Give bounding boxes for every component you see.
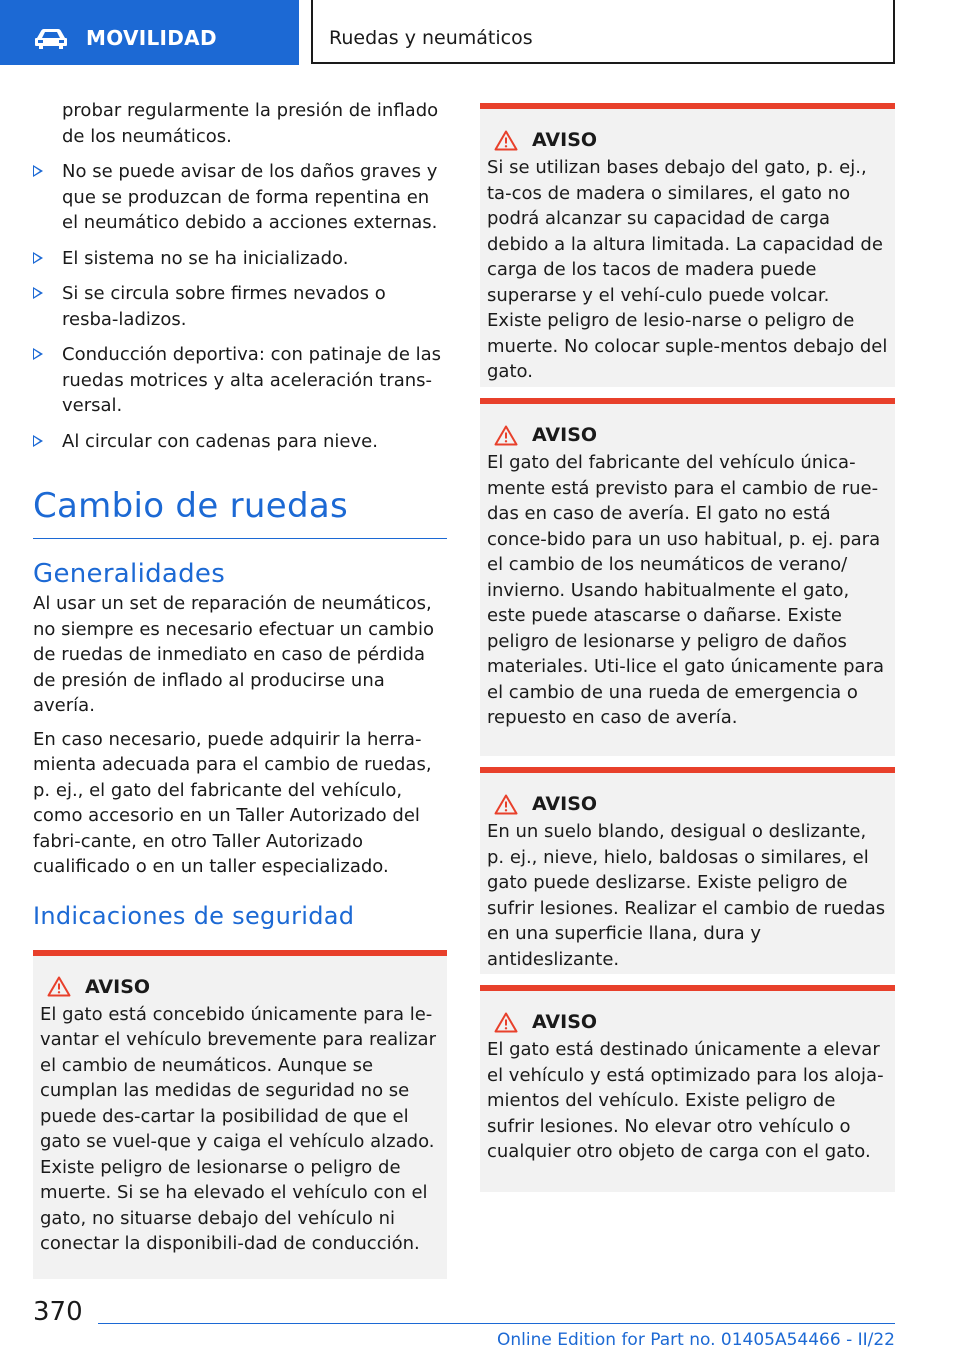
page-header (0, 0, 960, 66)
heading-cambio-de-ruedas: Cambio de ruedas (33, 486, 349, 526)
footer-rule (98, 1323, 895, 1324)
warning-text: El gato del fabricante del vehículo única-mente está previsto para el cambio de rue-das en caso de avería. El gato no está conce-bido para un uso habitual, p. ej. para el cambio de los neumáticos de verano/ invierno. Usando habitualmente el gato, este puede atascarse o dañarse. Existe peligro de lesionarse y peligro de daños materiales. Uti-lice el gato únicamente para el cambio de una rueda de emergencia o repuesto en caso de avería. (487, 452, 884, 728)
warning-title: AVISO (487, 424, 888, 446)
paragraph: En caso necesario, puede adquirir la herra-mienta adecuada para el cambio de ruedas, p. ej., el gato del fabricante del vehículo, como accesorio en un Taller Autorizado del fabri-cante, en otro Taller Autorizado cualificado o en un taller especializado. (33, 728, 432, 877)
warning-box (33, 950, 447, 1279)
section-tab (0, 0, 299, 65)
warning-box (480, 767, 895, 974)
warning-text: El gato está destinado únicamente a elevar el vehículo y está optimizado para los aloja-mientos del vehículo. Existe peligro de sufrir lesiones. No elevar otro vehículo o cualquier otro objeto de carga con el gato. (487, 1039, 884, 1162)
page-number: 370 (33, 1297, 83, 1327)
warning-title: AVISO (487, 1011, 888, 1033)
warning-triangle-icon (494, 425, 518, 446)
heading-indicaciones-de-seguridad: Indicaciones de seguridad (33, 901, 355, 930)
bullet-icon (33, 252, 43, 264)
list-item: El sistema no se ha inicializado. (33, 246, 447, 272)
warning-box (480, 398, 895, 756)
warning-title: AVISO (487, 129, 888, 151)
car-icon (34, 28, 68, 50)
left-column (33, 98, 447, 1279)
edition-note: Online Edition for Part no. 01405A54466 - II/22 (496, 1330, 895, 1350)
right-column (480, 103, 895, 1192)
warning-title: AVISO (40, 976, 440, 998)
bullet-icon (33, 287, 43, 299)
warning-text: El gato está concebido únicamente para le-vantar el vehículo brevemente para realizar el cambio de neumáticos. Aunque se cumplan las medidas de seguridad no se puede des-cartar la posibilidad de que el gato se vuel-que y caiga el vehículo alzado. Existe peligro de lesionarse o peligro de muerte. Si se ha elevado el vehículo con el gato, no situarse debajo del vehículo ni conectar la disponibili-dad de conducción. (40, 1003, 436, 1254)
warning-box (480, 985, 895, 1192)
bullet-icon (33, 165, 43, 177)
bullet-icon (33, 435, 43, 447)
paragraph: Al usar un set de reparación de neumáticos, no siempre es necesario efectuar un cambio de ruedas de inmediato en caso de pérdida de presión de inflado al producirse una avería. (33, 593, 434, 716)
list-item: No se puede avisar de los daños graves y que se produzcan de forma repentina en el neumático debido a acciones externas. (33, 159, 447, 236)
list-item: Al circular con cadenas para nieve. (33, 429, 447, 455)
heading-generalidades: Generalidades (33, 559, 226, 589)
section-label: MOVILIDAD (86, 26, 217, 50)
warning-box (480, 103, 895, 387)
list-item: Conducción deportiva: con patinaje de las ruedas motrices y alta aceleración trans-versal. (33, 342, 447, 419)
warning-triangle-icon (494, 794, 518, 815)
chapter-label: Ruedas y neumáticos (329, 27, 533, 49)
continued-text: probar regularmente la presión de inflado de los neumáticos. (62, 100, 439, 147)
chapter-tab (311, 0, 895, 64)
bullet-icon (33, 348, 43, 360)
warning-triangle-icon (47, 976, 71, 997)
heading-rule (33, 538, 447, 539)
warning-triangle-icon (494, 130, 518, 151)
warning-text: En un suelo blando, desigual o deslizante, p. ej., nieve, hielo, baldosas o similares, el gato puede deslizarse. Existe peligro de sufrir lesiones. Realizar el cambio de ruedas en una superficie llana, dura y antideslizante. (487, 821, 886, 970)
bullet-list (33, 159, 447, 454)
warning-title: AVISO (487, 793, 888, 815)
warning-triangle-icon (494, 1012, 518, 1033)
list-item: Si se circula sobre firmes nevados o resba-ladizos. (33, 281, 447, 332)
warning-text: Si se utilizan bases debajo del gato, p. ej., ta-cos de madera o similares, el gato no podrá alcanzar su capacidad de carga debido a la altura limitada. La capacidad de carga de los tacos de madera puede superarse y el vehí-culo puede volcar. Existe peligro de lesio-narse o peligro de muerte. No colocar suple-mentos debajo del gato. (487, 157, 888, 382)
